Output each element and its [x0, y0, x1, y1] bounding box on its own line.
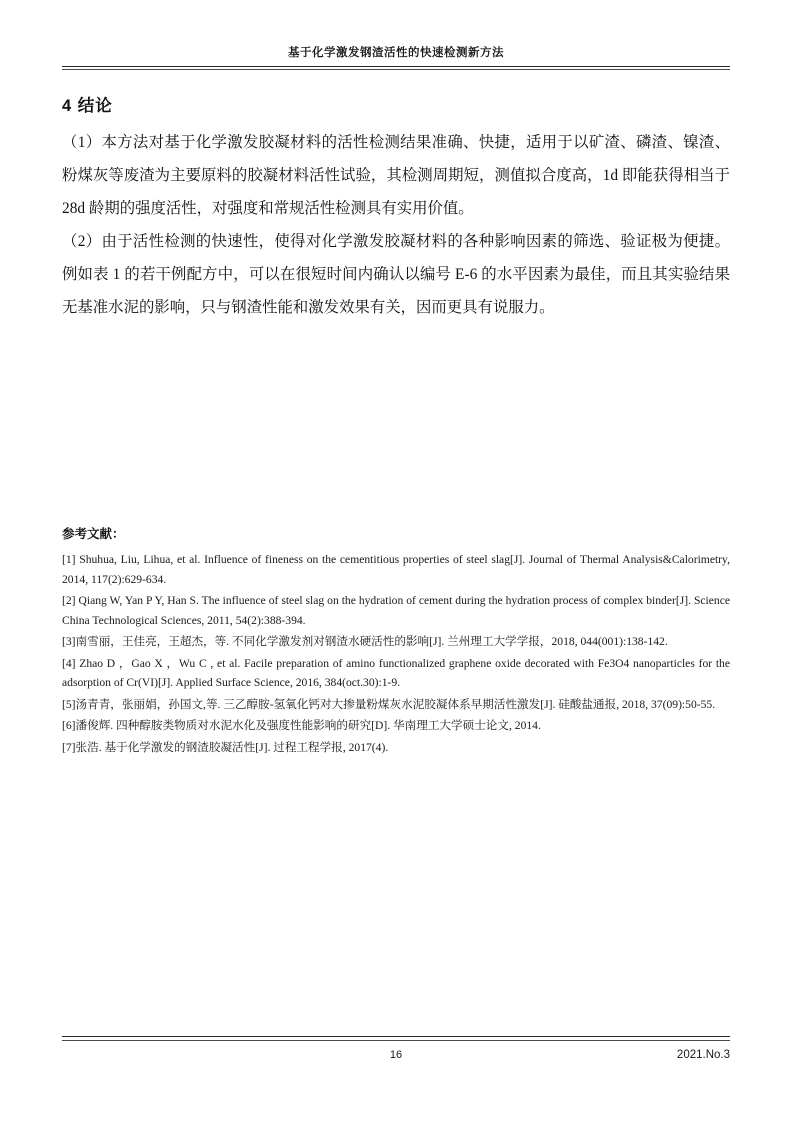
header-rule-thick: [62, 66, 730, 67]
paragraph-2: （2）由于活性检测的快速性，使得对化学激发胶凝材料的各种影响因素的筛选、验证极为便捷。例如表 1 的若干例配方中，可以在很短时间内确认以编号 E-6 的水平因素为最佳，而且其实验结果无基准水泥的影响，只与钢渣性能和激发效果有关，因而更具有说服力。: [62, 233, 730, 316]
page-number: 16: [389, 1049, 403, 1061]
spacer: [62, 324, 730, 524]
reference-item: [4] Zhao D ，Gao X ，Wu C , et al. Facile preparation of amino functionalized graphene oxide decorated with Fe3O4 nanoparticles for the adsorption of Cr(VI)[J]. Applied Surface Science, 2016, 384(oct.30):1-9.: [62, 656, 730, 689]
reference-item: [3]南雪丽，王佳亮，王超杰，等. 不同化学激发剂对钢渣水硬活性的影响[J]. 兰州理工大学学报，2018, 044(001):138-142.: [62, 635, 668, 648]
section-heading: 4 结论: [62, 97, 113, 115]
references-heading: 参考文献：: [62, 527, 125, 541]
reference-item: [7]张浩. 基于化学激发的钢渣胶凝活性[J]. 过程工程学报, 2017(4).: [62, 740, 389, 754]
header-rule-thin: [62, 69, 730, 70]
reference-item: [2] Qiang W, Yan P Y, Han S. The influence of steel slag on the hydration of cement during the hydration process of complex binder[J]. Science China Technological Sciences, 2011, 54(2):388-394.: [62, 594, 730, 627]
page-content: [62, 44, 730, 1074]
reference-item: [6]潘俊辉. 四种醇胺类物质对水泥水化及强度性能影响的研究[D]. 华南理工大学硕士论文, 2014.: [62, 719, 541, 732]
footer-rule-thick: [62, 1036, 730, 1037]
issue-label: 2021.No.3: [676, 1049, 730, 1061]
running-head: 基于化学激发钢渣活性的快速检测新方法: [288, 47, 504, 59]
page-footer: [62, 1036, 730, 1071]
reference-item: [5]汤青青，张丽娟，孙国文,等. 三乙醇胺-氢氧化钙对大掺量粉煤灰水泥胶凝体系早期活性激发[J]. 硅酸盐通报, 2018, 37(09):50-55.: [62, 697, 716, 711]
paragraph-1: （1）本方法对基于化学激发胶凝材料的活性检测结果准确、快捷，适用于以矿渣、磷渣、镍渣、粉煤灰等废渣为主要原料的胶凝材料活性试验，其检测周期短，测值拟合度高，1d 即能获得相当于 28d 龄期的强度活性，对强度和常规活性检测具有实用价值。: [62, 134, 730, 217]
reference-item: [1] Shuhua, Liu, Lihua, et al. Influence of fineness on the cementitious properties of steel slag[J]. Journal of Thermal Analysis&Calorimetry, 2014, 117(2):629-634.: [62, 553, 730, 586]
footer-rule-thin: [62, 1040, 730, 1041]
